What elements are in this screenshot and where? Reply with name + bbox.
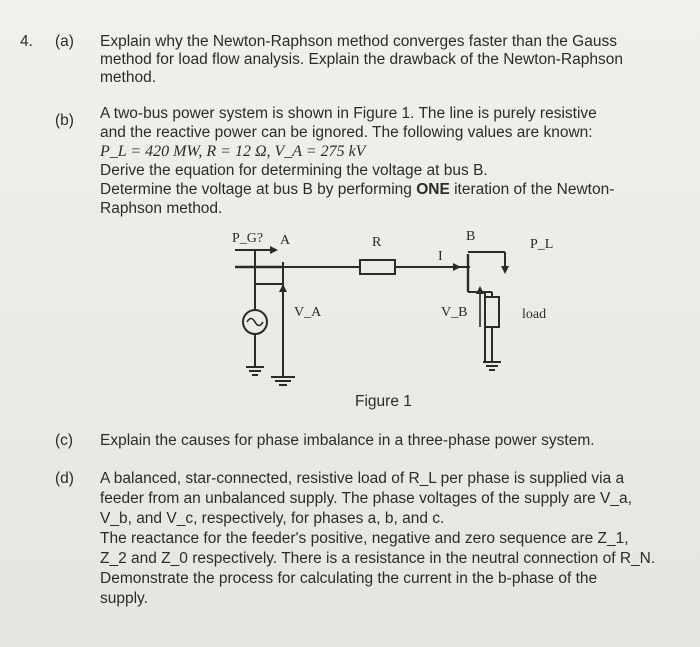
label-pg: P_G? (232, 231, 264, 246)
part-d-line-1: A balanced, star-connected, resistive load of R_L per phase is supplied via a (100, 470, 625, 487)
part-b-line-2: and the reactive power can be ignored. The following values are known: (100, 124, 593, 141)
part-a-line-2: method for load flow analysis. Explain the drawback of the Newton-Raphson (100, 51, 623, 68)
part-d-line-7: supply. (100, 590, 148, 607)
label-bus-a: A (280, 233, 291, 248)
resistor-r (360, 260, 395, 274)
label-vb: V_B (441, 305, 468, 320)
part-b-known-values: P_L = 420 MW, R = 12 Ω, V_A = 275 kV (100, 143, 366, 160)
part-b-line-5 (100, 181, 614, 199)
part-d-label: (d) (55, 470, 74, 487)
label-pl: P_L (530, 237, 554, 252)
label-load: load (522, 307, 547, 322)
part-d-line-4: The reactance for the feeder's positive, negative and zero sequence are Z_1, (100, 530, 629, 547)
question-number: 4. (20, 33, 33, 50)
part-d-line-5: Z_2 and Z_0 respectively. There is a resistance in the neutral connection of R_N. (100, 550, 656, 567)
label-va: V_A (294, 305, 322, 320)
label-current: I (438, 249, 443, 264)
part-b-line-5-post: iteration of the Newton- (449, 181, 615, 198)
part-c-label: (c) (55, 432, 74, 449)
part-b-label: (b) (55, 112, 74, 129)
part-b-line-5-bold: ONE (416, 181, 450, 198)
part-a-line-3: method. (100, 69, 157, 86)
part-b-line-4: Derive the equation for determining the voltage at bus B. (100, 162, 488, 179)
figure-caption: Figure 1 (355, 393, 412, 410)
part-b-line-5-pre: Determine the voltage at bus B by performing (100, 181, 417, 198)
part-d-line-6: Demonstrate the process for calculating the current in the b-phase of the (100, 570, 598, 587)
figure-1-circuit (0, 222, 700, 412)
part-b-line-1: A two-bus power system is shown in Figure 1. The line is purely resistive (100, 105, 597, 122)
part-d-line-3: V_b, and V_c, respectively, for phases a, b, and c. (100, 510, 445, 527)
load-box (485, 297, 499, 327)
part-d-line-2: feeder from an unbalanced supply. The phase voltages of the supply are V_a, (100, 490, 632, 507)
part-b-line-6: Raphson method. (100, 200, 223, 217)
label-resistor: R (372, 235, 382, 250)
label-bus-b: B (466, 229, 476, 244)
part-a-label: (a) (55, 33, 74, 50)
part-a-line-1: Explain why the Newton-Raphson method converges faster than the Gauss (100, 33, 617, 50)
part-c-text: Explain the causes for phase imbalance in a three-phase power system. (100, 432, 595, 449)
